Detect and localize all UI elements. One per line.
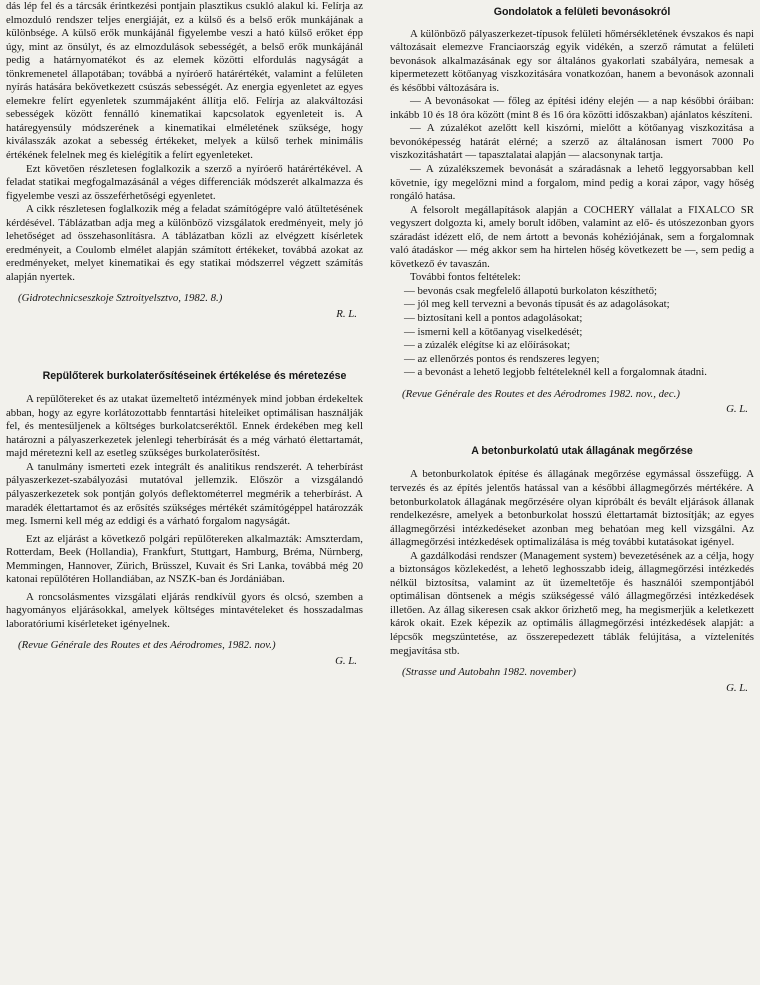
article-heading-concrete-roads: A betonburkolatú utak állagának megőrzése <box>471 444 693 457</box>
list-item: — az ellenőrzés pontos és rendszeres legyen; <box>404 352 600 365</box>
conditions-list <box>390 285 754 380</box>
article-paragraph: Ezt az eljárást a következő polgári repülőtereken alkalmazták: Amszterdam, Rotterdam, Beek (Hollandia), Frankfurt, Stuttgart, Hamburg, Bréma, Nürnberg, Memmingen, Hannover, Zürich, Brüsszel, Kuvait és Sri Lanka, továbbá még 20 katonai repülőtéren Hollandiában, az NSZK-ban és Jordániában. <box>6 532 363 586</box>
list-item: — ismerni kell a kötőanyag viselkedését; <box>404 325 583 338</box>
author-initials: G. L. <box>335 654 357 667</box>
list-item: — a zúzalék elégítse ki az előírásokat; <box>404 339 571 352</box>
source-citation: (Revue Générale des Routes et des Aérodromes 1982. nov., dec.) <box>402 387 680 400</box>
article-paragraph: A betonburkolatok építése és állagának megőrzése egymással összefügg. A tervezés és az építés jelentős hatással van a későbbi állagmegőrzés mértékére. A betonburkolatok állagának megőrzésére olyan kipróbált és bevált eljárások állanak rendelkezésre, amelyek a betonburkolat hosszú élettartamát biztosítják; az egyes állagmegőrzési intézkedéseket azonban meg behatóan meg kell vizsgálni. Az állagmegőrzési intézkedések optimalizálása is még további kutatásokat igényel. <box>390 468 754 549</box>
author-initials: G. L. <box>726 403 748 416</box>
article-paragraph: A cikk részletesen foglalkozik még a feladat számítógépre való átültetésének kérdésével. Táblázatban adja meg a különböző vizsgálatok eredményeit, mely jó lehetőséget ad összehasonlításra. A táblázatban közli az elvégzett kísérletek eredményeit, a Coulomb elmélet alapján számított értékeket, továbbá azokat az eredményeket, melyet kinematikai és egy statikai módszerrel végzett számítás alapján nyertek. <box>6 203 363 283</box>
source-citation: (Revue Générale des Routes et des Aérodromes, 1982. nov.) <box>18 639 276 652</box>
article-paragraph: — A zúzalékszemek bevonását a száradásnak a lehető leggyorsabban kell követnie, így megelőzni mind a forgalom, mind pedig a korai zápor, vagy hőség rongáló hatása. <box>390 163 754 203</box>
article-heading-surface-dressings: Gondolatok a felületi bevonásokról <box>493 6 671 18</box>
article-paragraph: A gazdálkodási rendszer (Management system) bevezetésének az a célja, hogy a biztonságos közlekedést, a lehető leghosszabb ideig, állagmegőrzési intézkedés nélkül biztosítsa, valamint az üt üzemeltetője és használói szempontjából optimálisan döntsenek a mégis szükségessé váló állagmegőrzési intézkedések illetően. Az állag sikeresen csak akkor őrizhető meg, ha megismerjük a keletkezett károk okait. Ezek képezik az optimális állagmegőrzési intézkedések alapját: a lépcsők megszüntetése, az összerepedezett táblák felújítása, a víztelenítés megjavítása stb. <box>390 549 754 657</box>
article-heading-airport-pavements: Repülőterek burkolaterősítéseinek értékelése és méretezése <box>42 369 347 382</box>
article-paragraph: A roncsolásmentes vizsgálati eljárás rendkívül gyors és olcsó, szemben a hagyományos eljárásokkal, amelyek költséges mintavételeket és hosszadalmas laboratóriumi kísérleteket igényelnek. <box>6 590 363 630</box>
author-initials: G. L. <box>726 681 748 694</box>
article-paragraph: — A bevonásokat — főleg az építési idény elején — a nap későbbi óráiban: inkább 10 és 18 óra között (mint 8 és 16 óra közötti időszakban) ajánlatos készíteni. <box>390 95 754 121</box>
list-item: — biztosítani kell a pontos adagolásokat; <box>404 312 583 325</box>
article-paragraph: A különböző pályaszerkezet-típusok felületi hőmérsékletének évszakos és napi változásait elemezve Franciaország egyik vidékén, a szerző rámutat a felületi bevonások alkalmazásának egy sor általános gyakorlati szabályára, nemesak a kipermetezett kötőanyag viszkozitására vonatkozóan, hanem a bevonások azonnali és későbbi változására is. <box>390 27 754 94</box>
list-item: — jól meg kell tervezni a bevonás típusát és az adagolásokat; <box>404 298 670 311</box>
list-item: — bevonás csak megfelelő állapotú burkolaton készíthető; <box>404 284 658 297</box>
author-initials: R. L. <box>336 308 357 321</box>
right-column <box>390 0 754 695</box>
left-column <box>6 0 363 669</box>
article-paragraph: További fontos feltételek: <box>410 271 521 284</box>
list-item: — a bevonást a lehető legjobb feltételeknél kell a forgalomnak átadni. <box>404 366 707 379</box>
article-paragraph: A tanulmány ismerteti ezek integrált és analitikus rendszerét. A teherbírást pályaszerkezet-szabályozási mutatóval jellemzik. Először a vizsgálandó pályaszerkezetek sok pontján golyós deflektométerrel megmérik a teherbírást. A maradék élettartamot és az erősítés szükséges mértékét számítógéppel határozzák meg. Ismerni kell még az eddigi és a várható forgalom nagyságát. <box>6 460 363 528</box>
source-citation: (Strasse und Autobahn 1982. november) <box>402 666 577 679</box>
article-continuation-paragraph: dás lép fel és a tárcsák érintkezési pontjain plasztikus csukló alakul ki. Felírja az elmozduló rendszer teljes energiáját, ez a külső és a belső erők munkájának a különbsége. A külső erők munkájánál figyelembe veszi a ható külső erőket épp úgy, mint az önsúlyt, és az elmozdulások sebességét, a belső erők munkájánál pedig a határnyomatékot és az elemek közötti elfordulás nagyságát a tönkremenetel állapotában; továbbá a nyíróerő határértékét, valamint a felületen nyírás hatására bekövetkezett csúszás sebességét. Az energia egyenletet az egyes elemekre felírt egyenletek szummájaként állítja elő. Felírja az alakváltozási sebességek között fennálló kinematikai kapcsolatok egyenleteit is. A határegyensúly módszerének a kinematikai elméletének szüksége, hogy kiválasszák azokat a sebesség értékeket, melyek a külső terhek minimális értékének felelnek meg és kielégítik a felírt egyenleteket. <box>6 0 363 162</box>
article-paragraph: Ezt követően részletesen foglalkozik a szerző a nyíróerő határértékével. A feladat statikai megfogalmazásánál a véges differenciák módszerét alkalmazza és figyelembe veszi az összeférhetőségi egyenletet. <box>6 162 363 202</box>
article-paragraph: A repülőtereket és az utakat üzemeltető intézmények mind jobban érdekeltek abban, hogy az egyre korlátozottabb fenntartási hiteleiket optimálisan használják fel, és mentesüljenek a költséges burkolatcseréktől. Ennek érdekében meg kell határozni a pályaszerkezetek jelenlegi teherbírását és a még várható élettartamát, majd méretezni kell az esetleg szükséges burkolaterősítést. <box>6 393 363 460</box>
article-paragraph: A felsorolt megállapítások alapján a COCHERY vállalat a FIXALCO SR vegyszert dolgozta ki, amely borult időben, valamint az elő- és utószezonban gyors száradást idézett elő, de nem ártott a bevonás kohéziójának, sem a forgalomnak való átadáskor — még akkor sem ha hirtelen hőség következett be —, sem pedig a következő év tavaszán. <box>390 203 754 270</box>
source-citation: (Gidrotechnicseszkoje Sztroityelsztvo, 1982. 8.) <box>18 292 223 305</box>
article-paragraph: — A zúzalékot azelőtt kell kiszórni, mielőtt a kötőanyag viszkozitása a bevonóképesség határát elérné; a szerző az általánosan ismert 7000 Po viszkozitáshatárt — tapasztalatai alapján — alacsonynak tartja. <box>390 122 754 162</box>
